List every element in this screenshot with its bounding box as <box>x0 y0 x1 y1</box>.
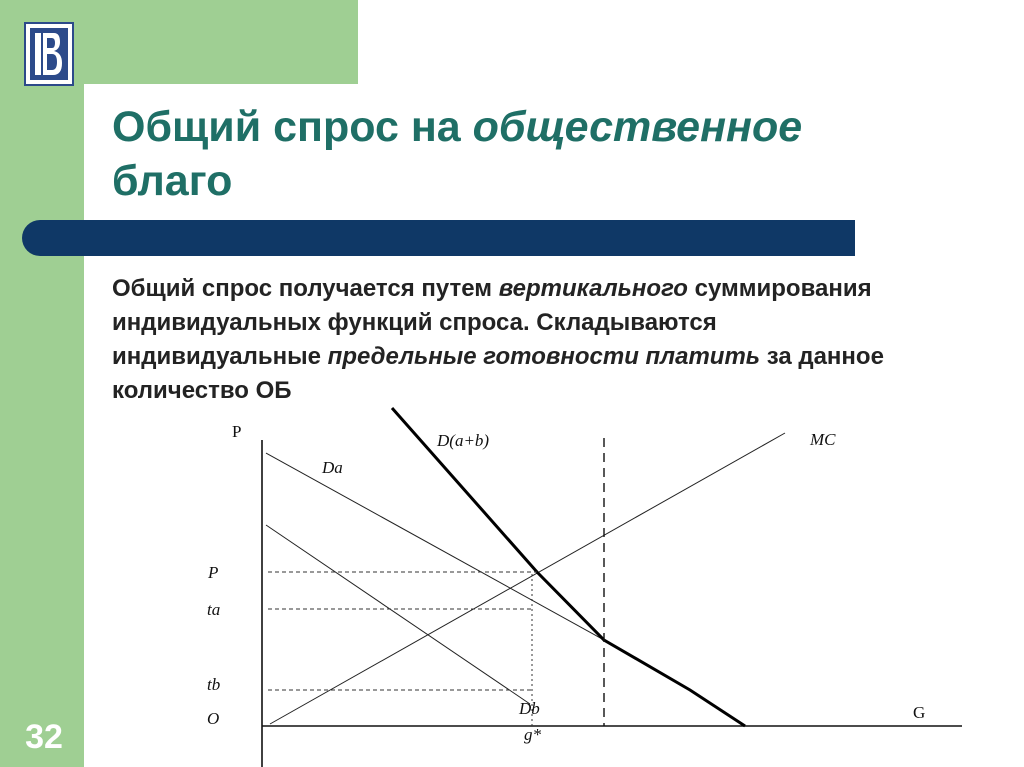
da-curve <box>266 453 604 640</box>
total-demand-label: D(a+b) <box>437 431 490 450</box>
body-s1-italic: вертикального <box>498 275 688 302</box>
body-s3: индивидуальные <box>112 343 328 370</box>
x-axis-label: G <box>913 703 926 722</box>
da-label: Da <box>322 458 343 477</box>
tick-ta-label: ta <box>207 600 221 619</box>
title-italic: общественное <box>472 103 803 151</box>
slide-number: 32 <box>25 718 63 756</box>
title-part2: благо <box>112 157 233 205</box>
db-label: Db <box>519 699 540 718</box>
tick-p-label: P <box>208 563 219 582</box>
body-s1-end: суммирования <box>687 275 872 302</box>
mc-curve <box>270 433 785 724</box>
body-s3-italic: предельные готовности платить <box>327 343 761 370</box>
tick-o-label: O <box>207 709 220 728</box>
tick-gstar-label: g* <box>524 725 541 744</box>
total-demand-curve <box>392 408 745 726</box>
body-line-4: количество ОБ <box>112 377 292 404</box>
db-curve <box>266 525 530 704</box>
body-line-2: индивидуальных функций спроса. Складываются <box>112 309 717 336</box>
body-s3-end: за данное <box>760 343 884 370</box>
y-axis-label: P <box>232 422 242 441</box>
title-part1: Общий спрос на <box>112 103 473 151</box>
mc-label: MC <box>810 430 836 449</box>
tick-tb-label: tb <box>207 675 221 694</box>
body-s1: Общий спрос получается путем <box>112 275 499 302</box>
